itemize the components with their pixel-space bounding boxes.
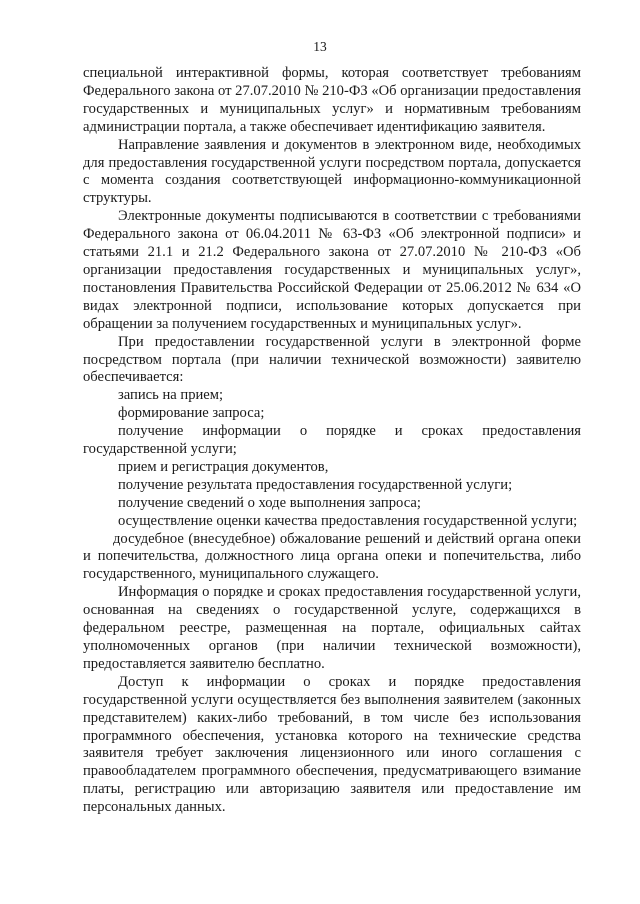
list-item-request-formation: формирование запроса; — [118, 405, 265, 422]
paragraph-free-information: Информация о порядке и сроках предоставления государственной услуги, основанная на сведениях о государственной услуге, содержащихся в федеральном реестре, размещенная на портале, официальных сайтах уполномоченных органов (при наличии технической возможности), предоставляется заявителю бесплатно. — [83, 584, 581, 672]
list-item-pretrial-appeal: досудебное (внесудебное) обжалование решений и действий органа опеки и попечительства, должностного лица органа опеки и попечительства, либо государственного, муниципального служащего. — [83, 530, 581, 583]
paragraph-electronic-form-continuation: специальной интерактивной формы, которая соответствует требованиям Федерального закона от 27.07.2010 № 210-ФЗ «Об организации предоставления государственных и муниципальных услуг» и нормативным требованиям администрации портала, а также обеспечивает идентификацию заявителя. — [83, 65, 582, 135]
paragraph-portal-provision-intro: При предоставлении государственной услуги в электронной форме посредством портала (при наличии технической возможности) заявителю обеспечивается: — [83, 333, 581, 386]
page-number: 13 — [313, 39, 327, 54]
list-item-procedure-info: получение информации о порядке и сроках предоставления государственной услуги; — [83, 423, 581, 458]
paragraph-information-access: Доступ к информации о сроках и порядке предоставления государственной услуги осуществляется без выполнения заявителем (законных представителем) каких-либо требований, в том числе без использования программного обеспечения, установка которого на технические средства заявителя требует заключения лицензионного или иного соглашения с правообладателем программного обеспечения, предусматривающего взимание платы, регистрацию или авторизацию заявителя или предоставление им персональных данных. — [83, 673, 581, 816]
paragraph-electronic-signature: Электронные документы подписываются в соответствии с требованиями Федерального закона от 06.04.2011 № 63-ФЗ «Об электронной подписи» и статьями 21.1 и 21.2 Федерального закона от 27.07.2010 № 210-ФЗ «Об организации предоставления государственных и муниципальных услуг», постановления Правительства Российской Федерации от 25.06.2012 № 634 «О видах электронной подписи, использование которых допускается при обращении за получением государственных и муниципальных услуг». — [83, 208, 581, 332]
list-item-receive-result: получение результата предоставления государственной услуги; — [118, 476, 513, 493]
list-item-request-status: получение сведений о ходе выполнения запроса; — [118, 494, 421, 511]
list-item-document-registration: прием и регистрация документов, — [118, 458, 329, 475]
list-item-quality-assessment: осуществление оценки качества предоставления государственной услуги; — [118, 512, 578, 529]
document-body — [83, 65, 581, 817]
list-item-appointment: запись на прием; — [118, 387, 224, 404]
paragraph-electronic-submission: Направление заявления и документов в электронном виде, необходимых для предоставления государственной услуги посредством портала, допускается с момента создания соответствующей информационно-коммуникационной структуры. — [83, 136, 581, 207]
